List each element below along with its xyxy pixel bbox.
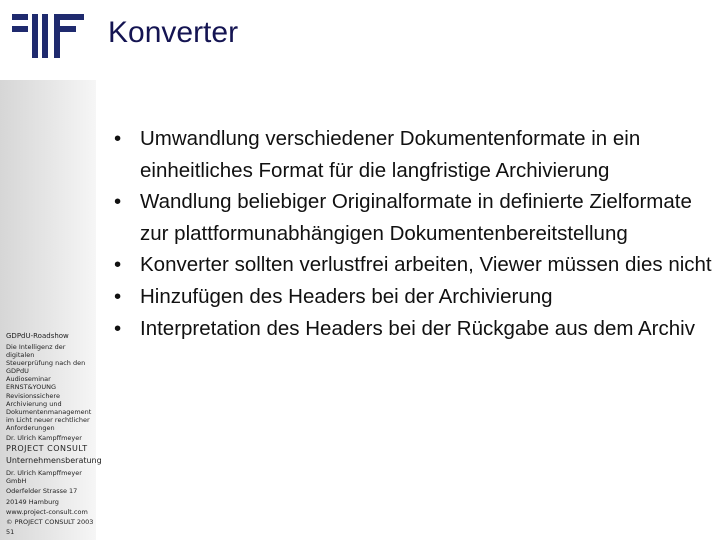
bullet-item: • Wandlung beliebiger Originalformate in definierte Zielformate zur plattformunabhängigen Dokumentenbereitstellung (114, 186, 714, 249)
slide-content (114, 123, 714, 344)
sidebar-heading: GDPdU-Roadshow (6, 332, 69, 340)
sidebar-street: Oderfelder Strasse 17 (6, 487, 78, 496)
sidebar-event-info (6, 332, 94, 432)
sidebar-contact-info (6, 434, 102, 538)
bullet-item: • Konverter sollten verlustfrei arbeiten, Viewer müssen dies nicht (114, 249, 714, 281)
sidebar-city: 20149 Hamburg (6, 497, 59, 506)
sidebar-line: Dokumentenmanagement (6, 407, 92, 416)
sidebar-company: Dr. Ulrich Kampffmeyer GmbH (6, 469, 82, 486)
sidebar-line: ERNST&YOUNG (6, 383, 57, 392)
bullet-item: • Umwandlung verschiedener Dokumentenformate in ein einheitliches Format für die langfristige Archivierung (114, 123, 714, 186)
sidebar-brand: PROJECT CONSULT (6, 444, 88, 454)
sidebar-line: Audioseminar (6, 375, 51, 384)
bullet-item: • Hinzufügen des Headers bei der Archivierung (114, 281, 714, 313)
sidebar-firm: Unternehmensberatung (6, 456, 102, 466)
sidebar-line: GDPdU (6, 367, 29, 376)
bullet-item: • Interpretation des Headers bei der Rückgabe aus dem Archiv (114, 313, 714, 345)
sidebar-line: Archivierung und (6, 399, 62, 408)
sidebar-line: Anforderungen (6, 424, 55, 432)
project-consult-logo (12, 14, 84, 58)
sidebar-line: Steuerprüfung nach den (6, 359, 86, 367)
sidebar-copyright: © PROJECT CONSULT 2003 (6, 517, 94, 526)
sidebar-line: Die Intelligenz der digitalen (6, 342, 66, 359)
page-number: 51 (6, 527, 15, 536)
header (0, 0, 720, 80)
sidebar-author: Dr. Ulrich Kampffmeyer (6, 434, 82, 442)
bullet-list (114, 123, 714, 344)
sidebar-line: im Licht neuer rechtlicher (6, 415, 90, 424)
sidebar-web: www.project-consult.com (6, 507, 88, 516)
sidebar-line: Revisionssichere (6, 391, 60, 400)
page-title: Konverter (108, 16, 239, 49)
